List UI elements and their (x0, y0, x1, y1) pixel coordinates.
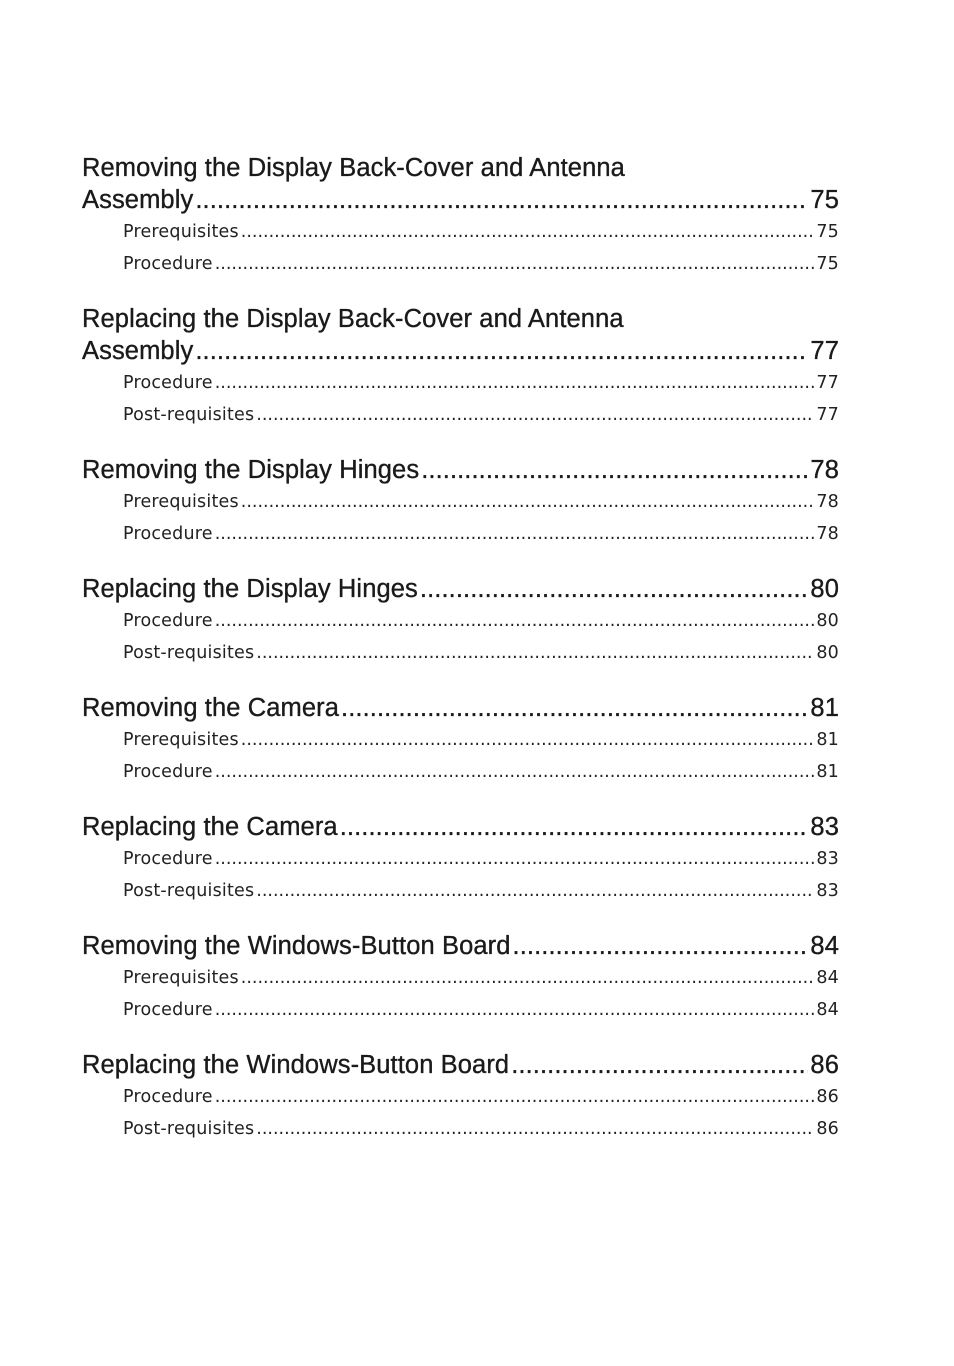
dot-leader (195, 335, 808, 367)
dot-leader (256, 875, 814, 907)
toc-chapter-entry[interactable] (82, 930, 839, 962)
dot-leader (256, 399, 814, 431)
dot-leader (420, 573, 809, 605)
subentry-label: Post-requisites (123, 405, 255, 425)
chapter-title: Replacing the Windows-Button Board (82, 1051, 510, 1079)
toc-subentry[interactable] (82, 248, 839, 280)
subentry-page-number: 84 (816, 1000, 839, 1020)
dot-leader (215, 756, 815, 788)
subentry-page-number: 77 (816, 373, 839, 393)
subentry-page-number: 77 (816, 405, 839, 425)
chapter-title-line1: Replacing the Display Back-Cover and Antenna (82, 305, 624, 333)
toc-section (82, 303, 839, 431)
chapter-title-line2: Assembly (82, 186, 194, 214)
subentry-page-number: 86 (816, 1087, 839, 1107)
subentry-page-number: 83 (816, 849, 839, 869)
subentry-label: Procedure (123, 254, 213, 274)
subentry-page-number: 80 (816, 643, 839, 663)
dot-leader (256, 637, 814, 669)
toc-subentry[interactable] (82, 518, 839, 550)
toc-subentry[interactable] (82, 756, 839, 788)
toc-chapter-entry[interactable] (82, 303, 839, 367)
dot-leader (195, 184, 808, 216)
subentry-label: Prerequisites (123, 730, 239, 750)
dot-leader (341, 692, 808, 724)
toc-subentry[interactable] (82, 1113, 839, 1145)
chapter-page-number: 77 (810, 337, 839, 365)
toc-section (82, 1049, 839, 1145)
toc-chapter-entry[interactable] (82, 573, 839, 605)
toc-subentry[interactable] (82, 875, 839, 907)
dot-leader (215, 605, 815, 637)
chapter-title: Replacing the Display Hinges (82, 575, 418, 603)
toc-subentry[interactable] (82, 605, 839, 637)
toc-subentry[interactable] (82, 216, 839, 248)
chapter-title: Replacing the Camera (82, 813, 338, 841)
toc-subentry[interactable] (82, 994, 839, 1026)
subentry-label: Procedure (123, 762, 213, 782)
dot-leader (215, 843, 815, 875)
table-of-contents (82, 152, 839, 1168)
chapter-page-number: 83 (810, 813, 839, 841)
dot-leader (215, 994, 815, 1026)
chapter-page-number: 86 (810, 1051, 839, 1079)
subentry-page-number: 81 (816, 762, 839, 782)
chapter-title-line1: Removing the Display Back-Cover and Antenna (82, 154, 625, 182)
subentry-label: Post-requisites (123, 1119, 255, 1139)
subentry-page-number: 78 (816, 492, 839, 512)
toc-subentry[interactable] (82, 1081, 839, 1113)
dot-leader (513, 930, 809, 962)
chapter-page-number: 78 (810, 456, 839, 484)
chapter-page-number: 75 (810, 186, 839, 214)
dot-leader (256, 1113, 814, 1145)
toc-subentry[interactable] (82, 843, 839, 875)
subentry-page-number: 84 (816, 968, 839, 988)
toc-subentry[interactable] (82, 486, 839, 518)
subentry-label: Procedure (123, 1000, 213, 1020)
subentry-label: Procedure (123, 373, 213, 393)
toc-chapter-entry[interactable] (82, 152, 839, 216)
toc-chapter-entry[interactable] (82, 811, 839, 843)
chapter-title-line2: Assembly (82, 337, 194, 365)
subentry-page-number: 86 (816, 1119, 839, 1139)
subentry-page-number: 80 (816, 611, 839, 631)
dot-leader (215, 1081, 815, 1113)
toc-chapter-entry[interactable] (82, 692, 839, 724)
chapter-page-number: 81 (810, 694, 839, 722)
subentry-page-number: 83 (816, 881, 839, 901)
toc-section (82, 930, 839, 1026)
subentry-label: Procedure (123, 524, 213, 544)
subentry-label: Post-requisites (123, 881, 255, 901)
toc-section (82, 811, 839, 907)
subentry-label: Procedure (123, 611, 213, 631)
dot-leader (241, 962, 815, 994)
dot-leader (215, 518, 815, 550)
toc-chapter-entry[interactable] (82, 454, 839, 486)
subentry-label: Prerequisites (123, 968, 239, 988)
dot-leader (241, 486, 815, 518)
subentry-page-number: 75 (816, 254, 839, 274)
toc-subentry[interactable] (82, 637, 839, 669)
chapter-page-number: 84 (810, 932, 839, 960)
toc-chapter-entry[interactable] (82, 1049, 839, 1081)
dot-leader (215, 248, 815, 280)
toc-section (82, 692, 839, 788)
toc-section (82, 152, 839, 280)
subentry-label: Prerequisites (123, 492, 239, 512)
subentry-label: Post-requisites (123, 643, 255, 663)
toc-section (82, 454, 839, 550)
chapter-page-number: 80 (810, 575, 839, 603)
subentry-label: Procedure (123, 849, 213, 869)
dot-leader (241, 724, 815, 756)
subentry-label: Procedure (123, 1087, 213, 1107)
dot-leader (511, 1049, 808, 1081)
chapter-title: Removing the Windows-Button Board (82, 932, 511, 960)
dot-leader (241, 216, 815, 248)
toc-subentry[interactable] (82, 367, 839, 399)
subentry-page-number: 75 (816, 222, 839, 242)
dot-leader (215, 367, 815, 399)
toc-subentry[interactable] (82, 962, 839, 994)
dot-leader (340, 811, 809, 843)
chapter-title: Removing the Camera (82, 694, 340, 722)
dot-leader (421, 454, 808, 486)
subentry-page-number: 81 (816, 730, 839, 750)
chapter-title: Removing the Display Hinges (82, 456, 420, 484)
toc-subentry[interactable] (82, 399, 839, 431)
subentry-label: Prerequisites (123, 222, 239, 242)
subentry-page-number: 78 (816, 524, 839, 544)
toc-section (82, 573, 839, 669)
toc-subentry[interactable] (82, 724, 839, 756)
